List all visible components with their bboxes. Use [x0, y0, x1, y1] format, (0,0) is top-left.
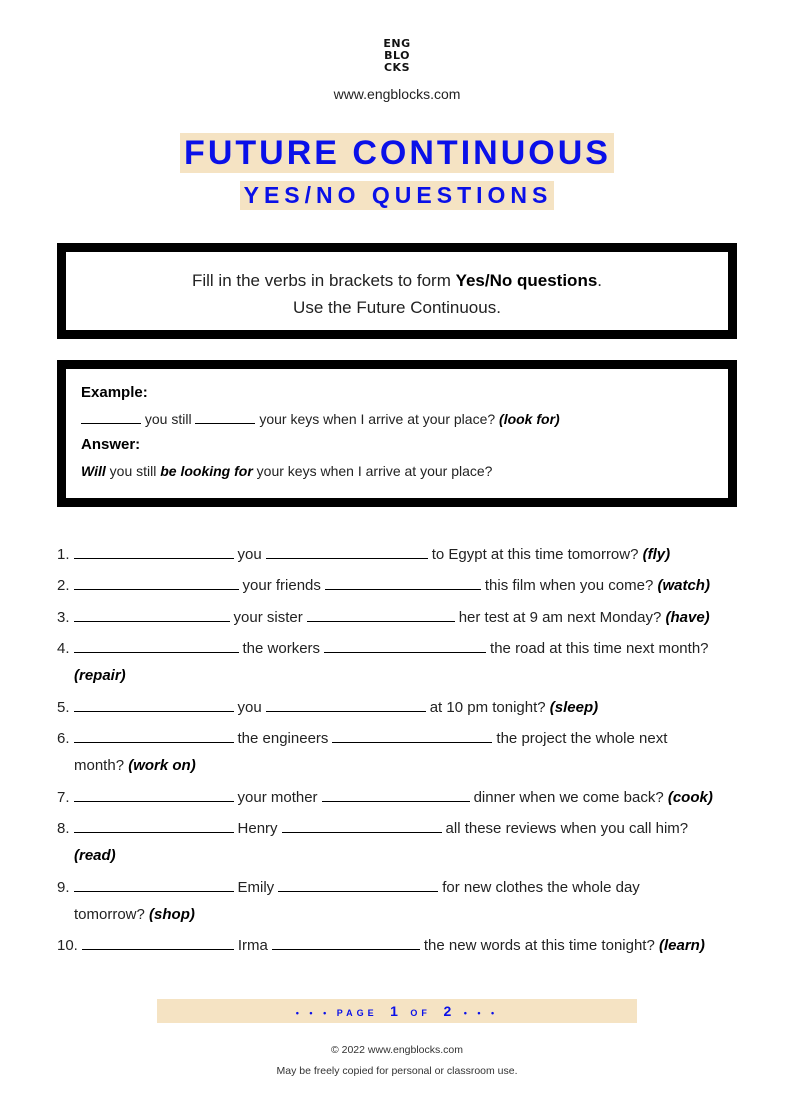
- answer-blank[interactable]: [74, 576, 239, 590]
- answer-blank[interactable]: [82, 936, 234, 950]
- current-page-number: 1: [390, 1003, 398, 1019]
- example-answer: Will you still be looking for your keys when I arrive at your place?: [81, 463, 493, 479]
- answer-blank[interactable]: [74, 639, 239, 653]
- answer-blank[interactable]: [282, 819, 442, 833]
- logo-line: CKS: [383, 61, 411, 74]
- answer-blank[interactable]: [74, 608, 230, 622]
- answer-blank[interactable]: [74, 788, 234, 802]
- answer-blank[interactable]: [307, 608, 455, 622]
- question-item: 5. you at 10 pm tonight? (sleep): [57, 699, 599, 716]
- instructions-line-2: Use the Future Continuous.: [293, 298, 501, 317]
- answer-blank[interactable]: [266, 545, 428, 559]
- page-indicator: • • • PAGE 1 OF 2 • • •: [157, 999, 637, 1023]
- copyright-notice: © 2022 www.engblocks.com: [330, 1044, 464, 1056]
- example-question: you still your keys when I arrive at your place? (look for): [81, 409, 728, 429]
- instructions-box: [57, 243, 737, 339]
- total-pages-number: 2: [443, 1003, 452, 1019]
- example-blank: [81, 410, 141, 424]
- logo-line: ENG: [383, 37, 411, 50]
- answer-blank[interactable]: [74, 878, 234, 892]
- logo-line: BLO: [384, 49, 410, 62]
- answer-blank[interactable]: [74, 819, 234, 833]
- answer-blank[interactable]: [332, 729, 492, 743]
- example-label: Example:: [81, 384, 148, 401]
- answer-blank[interactable]: [74, 545, 234, 559]
- question-item: 9. Emily for new clothes the whole day tomorrow? (shop): [57, 879, 640, 923]
- answer-blank[interactable]: [266, 698, 426, 712]
- answer-blank[interactable]: [324, 639, 486, 653]
- question-item: 10. Irma the new words at this time tonight? (learn): [57, 937, 705, 954]
- question-item: 1. you to Egypt at this time tomorrow? (fly): [57, 546, 671, 563]
- question-item: 6. the engineers the project the whole next month? (work on): [57, 730, 668, 774]
- question-item: 8. Henry all these reviews when you call him? (read): [57, 820, 689, 864]
- question-item: 7. your mother dinner when we come back? (cook): [57, 789, 713, 806]
- answer-blank[interactable]: [278, 878, 438, 892]
- engblocks-logo: [0, 38, 794, 74]
- example-blank: [195, 410, 255, 424]
- example-box: [57, 360, 737, 507]
- instructions-line-1: Fill in the verbs in brackets to form Yes/No questions.: [191, 271, 603, 290]
- answer-label: Answer:: [81, 436, 141, 453]
- site-url[interactable]: www.engblocks.com: [333, 86, 461, 102]
- worksheet-title: FUTURE CONTINUOUS: [180, 133, 614, 173]
- answer-blank[interactable]: [272, 936, 420, 950]
- question-item: 3. your sister her test at 9 am next Monday? (have): [57, 609, 710, 626]
- question-item: 4. the workers the road at this time next month? (repair): [57, 640, 709, 684]
- question-item: 2. your friends this film when you come? (watch): [57, 577, 710, 594]
- worksheet-subtitle: YES/NO QUESTIONS: [240, 181, 555, 210]
- answer-blank[interactable]: [74, 698, 234, 712]
- answer-blank[interactable]: [74, 729, 234, 743]
- answer-blank[interactable]: [325, 576, 481, 590]
- license-notice: May be freely copied for personal or classroom use.: [276, 1065, 518, 1077]
- answer-blank[interactable]: [322, 788, 470, 802]
- example-hint: (look for): [499, 411, 560, 427]
